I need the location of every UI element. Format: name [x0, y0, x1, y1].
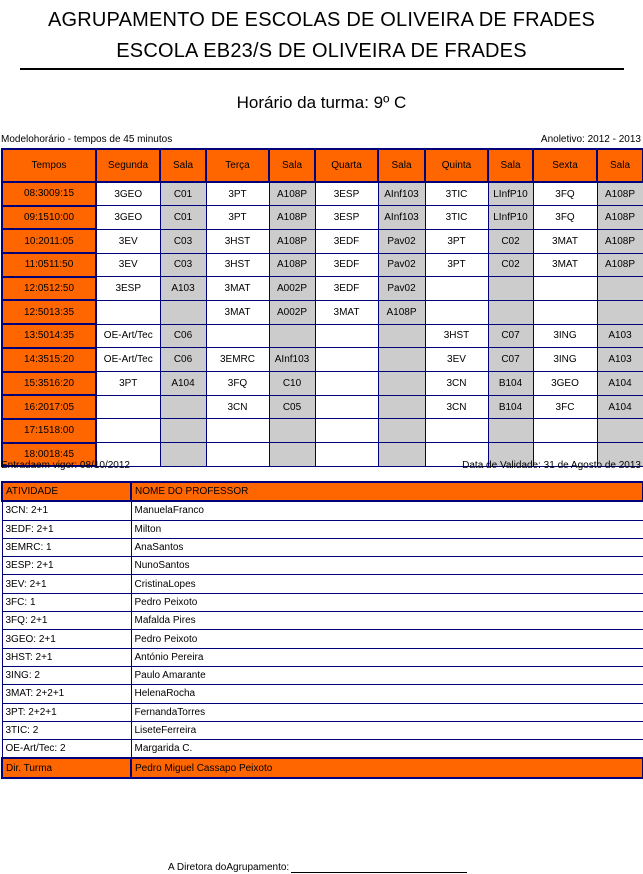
activity-cell: 3EV: 2+1	[2, 575, 131, 593]
subject-cell: 3PT	[206, 182, 269, 206]
room-cell: A002P	[269, 300, 315, 324]
subject-cell	[533, 277, 597, 301]
room-cell: C07	[488, 324, 533, 348]
subject-cell: 3EDF	[315, 253, 378, 277]
signature-line	[291, 862, 467, 873]
subject-cell	[315, 443, 378, 467]
teacher-name-cell: ManuelaFranco	[131, 501, 643, 520]
subject-cell: 3FQ	[206, 372, 269, 396]
subject-cell: 3FC	[533, 395, 597, 419]
header-day: Quarta	[315, 149, 378, 182]
time-slot: 15:3516:20	[2, 372, 96, 396]
room-cell: C01	[160, 206, 206, 230]
time-slot: 13:5014:35	[2, 324, 96, 348]
room-cell	[378, 324, 425, 348]
room-cell: Pav02	[378, 277, 425, 301]
time-slot: 17:1518:00	[2, 419, 96, 443]
room-cell	[488, 300, 533, 324]
room-cell: C10	[269, 372, 315, 396]
room-cell	[597, 419, 643, 443]
subject-cell	[425, 300, 488, 324]
teacher-name-cell: CristinaLopes	[131, 575, 643, 593]
header-day: Segunda	[96, 149, 160, 182]
room-cell: C03	[160, 253, 206, 277]
room-cell	[378, 348, 425, 372]
room-cell	[160, 419, 206, 443]
subject-cell: 3ESP	[315, 182, 378, 206]
room-cell: A108P	[597, 253, 643, 277]
teachers-table	[1, 481, 643, 779]
room-cell: AInf103	[378, 182, 425, 206]
teacher-name-cell: Margarida C.	[131, 740, 643, 759]
subject-cell: 3CN	[206, 395, 269, 419]
subject-cell: 3HST	[206, 229, 269, 253]
activity-cell: 3CN: 2+1	[2, 501, 131, 520]
teacher-name-cell: FernandaTorres	[131, 703, 643, 721]
room-cell: A002P	[269, 277, 315, 301]
subject-cell	[206, 324, 269, 348]
room-cell: A104	[597, 395, 643, 419]
time-slot: 12:0512:50	[2, 277, 96, 301]
subject-cell: 3EV	[96, 229, 160, 253]
teacher-name-cell: HelenaRocha	[131, 685, 643, 703]
time-slot: 08:3009:15	[2, 182, 96, 206]
school-group-title: AGRUPAMENTO DE ESCOLAS DE OLIVEIRA DE FRADES	[47, 9, 596, 31]
room-cell	[269, 324, 315, 348]
teacher-row	[2, 721, 643, 739]
schedule-model-note: Modelohorário - tempos de 45 minutos	[1, 134, 173, 145]
subject-cell: 3EDF	[315, 229, 378, 253]
teacher-row	[2, 685, 643, 703]
subject-cell: 3MAT	[533, 253, 597, 277]
teacher-row	[2, 593, 643, 611]
room-cell: A108P	[597, 229, 643, 253]
teacher-row	[2, 501, 643, 520]
header-day: Sexta	[533, 149, 597, 182]
room-cell	[160, 395, 206, 419]
time-slot: 14:3515:20	[2, 348, 96, 372]
teacher-row	[2, 666, 643, 684]
room-cell	[269, 443, 315, 467]
header-room: Sala	[488, 149, 533, 182]
subject-cell: 3ING	[533, 348, 597, 372]
teacher-name-cell: Milton	[131, 520, 643, 538]
room-cell: C06	[160, 348, 206, 372]
room-cell	[378, 419, 425, 443]
director-signature	[168, 862, 467, 873]
schedule-row	[2, 277, 643, 301]
room-cell: A108P	[269, 182, 315, 206]
room-cell: C07	[488, 348, 533, 372]
subject-cell	[206, 443, 269, 467]
subject-cell: 3GEO	[96, 182, 160, 206]
room-cell	[160, 443, 206, 467]
subject-cell: 3EMRC	[206, 348, 269, 372]
room-cell: AInf103	[269, 348, 315, 372]
activity-cell: 3EMRC: 1	[2, 538, 131, 556]
activity-cell: 3ESP: 2+1	[2, 557, 131, 575]
teacher-row	[2, 612, 643, 630]
room-cell	[378, 372, 425, 396]
time-slot: 09:1510:00	[2, 206, 96, 230]
schedule-row	[2, 253, 643, 277]
subject-cell	[315, 324, 378, 348]
signature-label: A Diretora doAgrupamento:	[168, 862, 290, 873]
subject-cell: 3MAT	[206, 277, 269, 301]
weekly-schedule-table	[1, 148, 643, 467]
subject-cell: 3TIC	[425, 182, 488, 206]
subject-cell: 3GEO	[96, 206, 160, 230]
subject-cell	[315, 419, 378, 443]
header-time: Tempos	[2, 149, 96, 182]
header-room: Sala	[269, 149, 315, 182]
room-cell: B104	[488, 372, 533, 396]
teacher-name-cell: LiseteFerreira	[131, 721, 643, 739]
header-day: Terça	[206, 149, 269, 182]
room-cell: A108P	[269, 229, 315, 253]
subject-cell: 3EV	[425, 348, 488, 372]
header-teacher: NOME DO PROFESSOR	[131, 482, 643, 501]
effective-date: Entradaem vigor: 08/10/2012	[1, 460, 130, 471]
subject-cell: 3EV	[96, 253, 160, 277]
subject-cell	[96, 395, 160, 419]
room-cell: LInfP10	[488, 206, 533, 230]
validity-date: Data de Validade: 31 de Agosto de 2013	[462, 460, 641, 471]
subject-cell	[315, 372, 378, 396]
header-activity: ATIVIDADE	[2, 482, 131, 501]
room-cell: A108P	[597, 206, 643, 230]
teacher-name-cell: Mafalda Pires	[131, 612, 643, 630]
subject-cell: 3MAT	[315, 300, 378, 324]
subject-cell: 3HST	[206, 253, 269, 277]
teacher-row	[2, 520, 643, 538]
room-cell: A104	[597, 372, 643, 396]
subject-cell: 3PT	[96, 372, 160, 396]
time-slot: 11:0511:50	[2, 253, 96, 277]
subject-cell	[533, 419, 597, 443]
subject-cell: 3ING	[533, 324, 597, 348]
time-slot: 18:0018:45	[2, 443, 96, 467]
room-cell: A103	[160, 277, 206, 301]
schedule-row	[2, 348, 643, 372]
room-cell: A108P	[378, 300, 425, 324]
schedule-row	[2, 324, 643, 348]
room-cell: A108P	[269, 206, 315, 230]
activity-cell: 3HST: 2+1	[2, 648, 131, 666]
school-year: Anoletivo: 2012 - 2013	[540, 134, 641, 145]
subject-cell	[96, 300, 160, 324]
class-director-row	[2, 758, 643, 777]
activity-cell: 3EDF: 2+1	[2, 520, 131, 538]
activity-cell: Dir. Turma	[2, 758, 131, 777]
teacher-row	[2, 557, 643, 575]
room-cell: C03	[160, 229, 206, 253]
schedule-row	[2, 372, 643, 396]
room-cell	[160, 300, 206, 324]
time-slot: 12:5013:35	[2, 300, 96, 324]
room-cell	[488, 277, 533, 301]
header-room: Sala	[160, 149, 206, 182]
schedule-row	[2, 300, 643, 324]
activity-cell: 3FC: 1	[2, 593, 131, 611]
subject-cell	[533, 300, 597, 324]
room-cell	[597, 300, 643, 324]
class-schedule-title: Horário da turma: 9º C	[236, 93, 407, 112]
room-cell: C02	[488, 253, 533, 277]
subject-cell: 3CN	[425, 372, 488, 396]
subject-cell: 3CN	[425, 395, 488, 419]
header-day: Quinta	[425, 149, 488, 182]
subject-cell	[315, 395, 378, 419]
room-cell: AInf103	[378, 206, 425, 230]
subject-cell: 3ESP	[315, 206, 378, 230]
teacher-row	[2, 538, 643, 556]
time-slot: 16:2017:05	[2, 395, 96, 419]
header-room: Sala	[378, 149, 425, 182]
subject-cell: 3TIC	[425, 206, 488, 230]
room-cell	[378, 443, 425, 467]
room-cell: B104	[488, 395, 533, 419]
room-cell: C05	[269, 395, 315, 419]
schedule-row	[2, 206, 643, 230]
subject-cell: 3MAT	[206, 300, 269, 324]
schedule-row	[2, 229, 643, 253]
subject-cell: 3EDF	[315, 277, 378, 301]
room-cell: C02	[488, 229, 533, 253]
subject-cell: 3GEO	[533, 372, 597, 396]
schedule-row	[2, 182, 643, 206]
school-title: ESCOLA EB23/S DE OLIVEIRA DE FRADES	[116, 40, 527, 62]
room-cell	[597, 277, 643, 301]
subject-cell: 3PT	[425, 229, 488, 253]
room-cell: C01	[160, 182, 206, 206]
subject-cell	[206, 419, 269, 443]
room-cell: Pav02	[378, 229, 425, 253]
activity-cell: 3GEO: 2+1	[2, 630, 131, 648]
schedule-row	[2, 395, 643, 419]
subject-cell: 3ESP	[96, 277, 160, 301]
subject-cell: 3FQ	[533, 182, 597, 206]
subject-cell	[315, 348, 378, 372]
header-divider	[20, 68, 624, 70]
time-slot: 10:2011:05	[2, 229, 96, 253]
room-cell: A108P	[597, 182, 643, 206]
teacher-name-cell: Pedro Miguel Cassapo Peixoto	[131, 758, 643, 777]
activity-cell: 3MAT: 2+2+1	[2, 685, 131, 703]
room-cell: LInfP10	[488, 182, 533, 206]
subject-cell: 3PT	[206, 206, 269, 230]
subject-cell	[96, 419, 160, 443]
room-cell	[488, 419, 533, 443]
subject-cell: 3MAT	[533, 229, 597, 253]
teacher-row	[2, 703, 643, 721]
subject-cell: 3PT	[425, 253, 488, 277]
teacher-name-cell: Pedro Peixoto	[131, 593, 643, 611]
room-cell: A104	[160, 372, 206, 396]
subject-cell: 3HST	[425, 324, 488, 348]
teacher-row	[2, 740, 643, 759]
room-cell: A103	[597, 348, 643, 372]
activity-cell: 3PT: 2+2+1	[2, 703, 131, 721]
activity-cell: 3FQ: 2+1	[2, 612, 131, 630]
subject-cell	[425, 277, 488, 301]
teacher-name-cell: Paulo Amarante	[131, 666, 643, 684]
teacher-row	[2, 630, 643, 648]
subject-cell: OE-Art/Tec	[96, 324, 160, 348]
schedule-row	[2, 419, 643, 443]
room-cell: C06	[160, 324, 206, 348]
subject-cell	[425, 419, 488, 443]
room-cell: Pav02	[378, 253, 425, 277]
header-room: Sala	[597, 149, 643, 182]
activity-cell: 3TIC: 2	[2, 721, 131, 739]
teacher-name-cell: Pedro Peixoto	[131, 630, 643, 648]
teacher-name-cell: AnaSantos	[131, 538, 643, 556]
room-cell: A103	[597, 324, 643, 348]
room-cell	[269, 419, 315, 443]
activity-cell: OE-Art/Tec: 2	[2, 740, 131, 759]
teacher-name-cell: António Pereira	[131, 648, 643, 666]
teacher-row	[2, 648, 643, 666]
room-cell: A108P	[269, 253, 315, 277]
teacher-name-cell: NunoSantos	[131, 557, 643, 575]
subject-cell: OE-Art/Tec	[96, 348, 160, 372]
teacher-row	[2, 575, 643, 593]
activity-cell: 3ING: 2	[2, 666, 131, 684]
room-cell	[378, 395, 425, 419]
subject-cell: 3FQ	[533, 206, 597, 230]
